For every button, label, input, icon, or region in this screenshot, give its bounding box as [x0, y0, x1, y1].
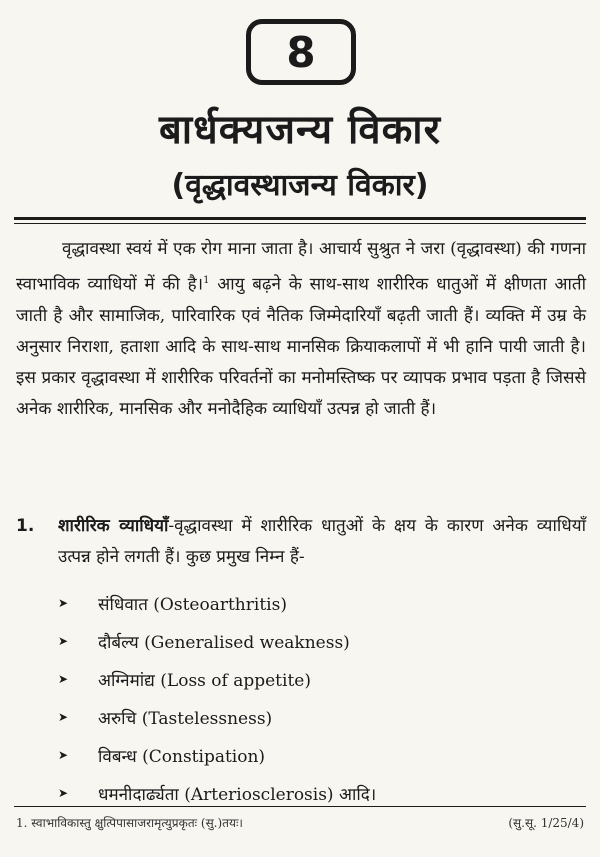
section-physical-disorders [16, 511, 586, 573]
disease-list [58, 584, 578, 812]
list-item [58, 698, 578, 736]
arrow-bullet-icon: ➤ [58, 710, 69, 724]
section-number: 1. [16, 516, 35, 536]
arrow-bullet-icon: ➤ [58, 672, 69, 686]
list-item-text: दौर्बल्य (Generalised weakness) [98, 632, 350, 653]
footnote-divider [14, 806, 586, 807]
footnote: 1. स्वाभाविकास्तु क्षुत्पिपासाजरामृत्युप्रकृतः (सु.)तयः। [16, 816, 243, 830]
list-item-text: धमनीदार्ढ्यता (Arteriosclerosis) आदि। [98, 784, 377, 805]
chapter-subtitle: (वृद्धावस्थाजन्य विकार) [171, 168, 429, 203]
list-item [58, 622, 578, 660]
intro-text-2: आयु बढ़ने के साथ-साथ शारीरिक धातुओं में क्षीणता आती जाती है और सामाजिक, पारिवारिक एवं नैतिक जिम्मेदारियाँ बढ़ती जाती हैं। व्यक्ति में उम्र के अनुसार निराशा, हताशा आदि के साथ-साथ मानसिक क्रियाकलापों में भी हानि पायी जाती है। इस प्रकार वृद्धावस्था में शारीरिक परिवर्तनों का मनोमस्तिष्क पर व्यापक प्रभाव पड़ता है जिससे अनेक शारीरिक, मानसिक और मनोदैहिक व्याधियाँ उत्पन्न हो जाती हैं। [16, 274, 586, 419]
section-body [58, 511, 586, 573]
footnote-marker: 1 [203, 275, 210, 286]
list-item [58, 584, 578, 622]
list-item-text: संधिवात (Osteoarthritis) [98, 594, 287, 615]
chapter-title: बार्धक्यजन्य विकार [158, 107, 442, 153]
section-heading: शारीरिक व्याधियाँ [58, 516, 169, 536]
footnote-reference: (सु.सू. 1/25/4) [508, 816, 584, 830]
arrow-bullet-icon: ➤ [58, 634, 69, 648]
list-item [58, 660, 578, 698]
header-divider [14, 217, 586, 220]
intro-paragraph [16, 234, 586, 425]
list-item-text: अरुचि (Tastelessness) [98, 708, 273, 729]
chapter-number-box [246, 19, 356, 85]
chapter-number: 8 [286, 27, 316, 77]
arrow-bullet-icon: ➤ [58, 596, 69, 610]
list-item-text: अग्निमांद्य (Loss of appetite) [98, 670, 311, 691]
arrow-bullet-icon: ➤ [58, 786, 69, 800]
header-divider-thin [14, 223, 586, 224]
arrow-bullet-icon: ➤ [58, 748, 69, 762]
section-text: -वृद्धावस्था में शारीरिक धातुओं के क्षय के कारण अनेक व्याधियाँ उत्पन्न होने लगती हैं। कुछ प्रमुख निम्न हैं- [58, 516, 586, 567]
intro-text-1: वृद्धावस्था स्वयं में एक रोग माना जाता है। आचार्य सुश्रुत ने जरा (वृद्धावस्था) की गणना स्वाभाविक व्याधियों में की है। [16, 239, 586, 295]
list-item-text: विबन्ध (Constipation) [98, 746, 266, 767]
list-item [58, 736, 578, 774]
